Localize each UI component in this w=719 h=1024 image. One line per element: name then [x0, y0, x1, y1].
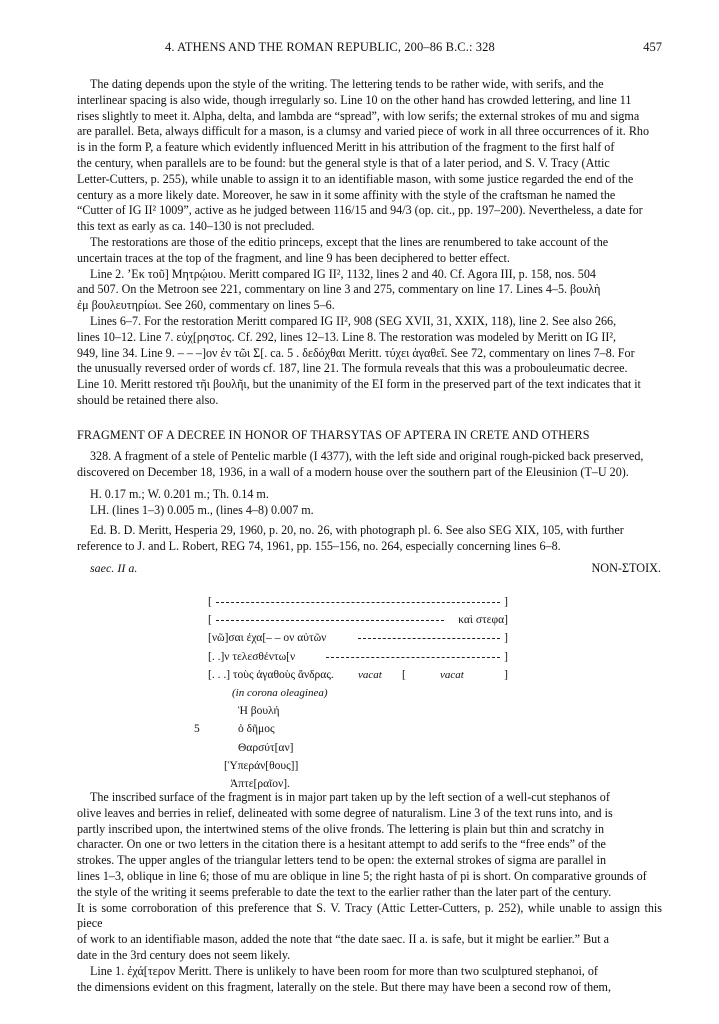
- lacuna-dashes: [216, 620, 444, 621]
- text-line: 328. A fragment of a stele of Pentelic marble (I 4377), with the left side and original rough-picked back preserved,: [90, 449, 644, 463]
- page-number: 457: [643, 40, 662, 54]
- running-head-title: 4. ATHENS AND THE ROMAN REPUBLIC, 200–86 B.C.: 328: [165, 40, 495, 54]
- entry-description: [77, 449, 662, 481]
- bracket-open: [: [402, 668, 406, 681]
- inscription-line-1: [208, 593, 508, 611]
- edition-reference: [77, 523, 662, 555]
- text-line: Line 10. Meritt restored τῆι βουλῆι, but the unanimity of the EI form in the preserved part of the text indicates that it: [77, 377, 641, 392]
- paragraph-commentary: [77, 790, 662, 995]
- text-line: interlinear spacing is also wide, though irregularly so. Line 10 on the other hand has crowded lettering, and line 11: [77, 92, 632, 107]
- text-line: date in the 3rd century does not seem likely.: [77, 947, 291, 962]
- text-line: 949, line 34. Line 9. – – –]ον ἐν τῶι Σ[. ca. 5 . δεδόχθαι Meritt. τύχει ἀγαθεῖ. See 72, commentary on lines 7–8. For: [77, 345, 635, 360]
- vacat-label: vacat: [440, 668, 464, 681]
- text-line: The inscribed surface of the fragment is in major part taken up by the left section of a well-cut stephanos of: [90, 790, 610, 804]
- inscription-line-aptera: Ἀπτε[ραῖον].: [230, 777, 290, 790]
- date-label: saec. II a.: [90, 561, 138, 575]
- text-line: ἐμ βουλευτηρίωι. See 260, commentary on lines 5–6.: [77, 298, 335, 313]
- text-line: are parallel. Beta, always difficult for a mason, is a clumsy and varied piece of work in all three occurrences of it. Rho: [77, 124, 650, 139]
- text-line: reference to J. and L. Robert, REG 74, 1961, pp. 155–156, no. 264, especially concerning lines 6–8.: [77, 538, 561, 553]
- bracket-open: [: [208, 596, 212, 608]
- text-line: Ed. B. D. Meritt, Hesperia 29, 1960, p. 20, no. 26, with photograph pl. 6. See also SEG XIX, 105, with further: [90, 523, 624, 537]
- inscription-line-demos: [194, 720, 508, 738]
- text-line: century as a more likely date. Moreover, he saw in it some affinity with the style of the craftsman he named the: [77, 187, 616, 202]
- text-line: olive leaves and berries in relief, delineated with some degree of naturalism. Line 3 of the text runs into, and is: [77, 805, 613, 820]
- text-line: lines 10–12. Line 7. εὐχ[ρηστος. Cf. 292, lines 12–13. Line 8. The restoration was modeled by Meritt on IG II²,: [77, 329, 617, 344]
- text-line: of work to an identifiable mason, added the note that “the date saec. II a. is safe, but it might be earlier.” But a: [77, 932, 609, 947]
- text-line: the century, when parallels are to be found: but the general style is that of a later period, and S. V. Tracy (Attic: [77, 155, 610, 170]
- text-line: The dating depends upon the style of the writing. The lettering tends to be rather wide, with serifs, and the: [90, 77, 604, 91]
- inscription-crown-note: (in corona oleaginea): [232, 686, 328, 699]
- inscription-text: [194, 593, 508, 793]
- lacuna-dashes: [326, 657, 500, 658]
- text-line: “Cutter of IG II² 1009”, active as he judged between 116/15 and 94/3 (op. cit., pp. 197–200). Nevertheless, a date for: [77, 203, 643, 218]
- inscription-line-3-text: [νῶ]σαι ἐχα[– – ον αὐτῶν: [208, 632, 327, 645]
- text-line: partly inscribed upon, the intertwined stems of the olive fronds. The lettering is plain but thin and scratchy in: [77, 821, 605, 836]
- vacat-label: vacat: [358, 668, 382, 681]
- inscription-line-5: [208, 666, 508, 684]
- inscription-line-boule: Ἡ βουλή: [238, 705, 280, 718]
- dimensions-line: H. 0.17 m.; W. 0.201 m.; Th. 0.14 m.: [90, 487, 269, 501]
- inscription-line-hyperanthous: [Ὑπεράν[θους]]: [224, 759, 299, 772]
- lacuna-dashes: [216, 602, 500, 603]
- text-line: It is some corroboration of this preference that S. V. Tracy (Attic Letter-Cutters, p. 252), while unable to assign this piece: [77, 900, 662, 931]
- text-line: discovered on December 18, 1936, in a wall of a modern house over the southern part of the Eleusinion (T–U 20).: [77, 464, 629, 479]
- inscription-line-2: [208, 611, 508, 629]
- inscription-line-4-text: [. .]ν τελεσθέντω[ν: [208, 650, 296, 663]
- text-line: character. On one or two letters in the citation there is a hesitant attempt to add serifs to the “free ends” of the: [77, 837, 606, 852]
- text-line: Letter-Cutters, p. 255), while unable to assign it to an identifiable mason, with some justice regarded the end of the: [77, 171, 634, 186]
- inscription-line-2-text: καὶ στεφα]: [458, 614, 508, 627]
- bracket-close: ]: [504, 596, 508, 608]
- text-line: is in the form P, a feature which evidently influenced Meritt in his attribution of the fragment to the first half of: [77, 140, 615, 155]
- section-heading: FRAGMENT OF A DECREE IN HONOR OF THARSYTAS OF APTERA IN CRETE AND OTHERS: [77, 428, 590, 442]
- text-line: Lines 6–7. For the restoration Meritt compared IG II², 908 (SEG XVII, 31, XXIX, 118), line 2. See also 266,: [90, 313, 617, 328]
- text-line: The restorations are those of the editio princeps, except that the lines are renumbered to take account of the: [90, 234, 609, 249]
- lacuna-dashes: [358, 638, 500, 639]
- inscription-line-tharsytan: Θαρσύτ[αν]: [238, 741, 294, 754]
- paragraph-dating: [77, 77, 662, 409]
- text-line: the unusually reversed order of words cf. 187, line 21. The formula reveals that this was a probouleumatic decree.: [77, 361, 628, 376]
- running-head: [77, 40, 662, 56]
- text-line: strokes. The upper angles of the triangular letters tend to be open: the external strokes of sigma are parallel in: [77, 853, 607, 868]
- inscription-line-demos-text: ὁ δῆμος: [238, 723, 275, 736]
- stoichedon-label: NON-ΣΤΟΙΧ.: [591, 561, 661, 575]
- text-line: the style of the writing it seems preferable to date the text to the earlier rather than the later part of the century.: [77, 884, 612, 899]
- text-line: uncertain traces at the top of the fragment, and line 9 has been deciphered to better effect.: [77, 250, 510, 265]
- inscription-line-3: [208, 629, 508, 647]
- text-line: rises slightly to meet it. Alpha, delta, and lambda are “spread”, with low serifs; the external strokes of mu and sigma: [77, 108, 640, 123]
- inscription-line-4: [208, 648, 508, 666]
- line-number: 5: [194, 723, 200, 736]
- text-line: Line 1. ἐχά[τερον Meritt. There is unlikely to have been room for more than two sculptured stephanoi, of: [90, 963, 598, 978]
- text-line: this text as early as ca. 140–130 is not precluded.: [77, 219, 315, 234]
- text-line: should be retained there also.: [77, 392, 219, 407]
- bracket-open: [: [208, 614, 212, 627]
- inscription-line-5-text: [. . .] τοὺς ἀγαθοὺς ἄνδρας.: [208, 668, 334, 681]
- bracket-close: ]: [504, 650, 508, 663]
- text-line: the dimensions evident on this fragment, laterally on the stele. But there may have been a second row of them,: [77, 979, 611, 994]
- bracket-close: ]: [504, 668, 508, 681]
- letter-height-line: LH. (lines 1–3) 0.005 m., (lines 4–8) 0.007 m.: [90, 503, 314, 517]
- text-line: and 507. On the Metroon see 221, commentary on line 3 and 275, commentary on line 17. Lines 4–5. βουλὴ: [77, 282, 601, 297]
- text-line: Line 2. ’Εκ τοῦ] Μητρῴιου. Meritt compared IG II², 1132, lines 2 and 40. Cf. Agora III, p. 158, nos. 504: [90, 266, 596, 281]
- bracket-close: ]: [504, 632, 508, 645]
- text-line: lines 1–3, oblique in line 6; those of mu are oblique in line 5; the right hasta of pi is short. On comparative grounds of: [77, 868, 647, 883]
